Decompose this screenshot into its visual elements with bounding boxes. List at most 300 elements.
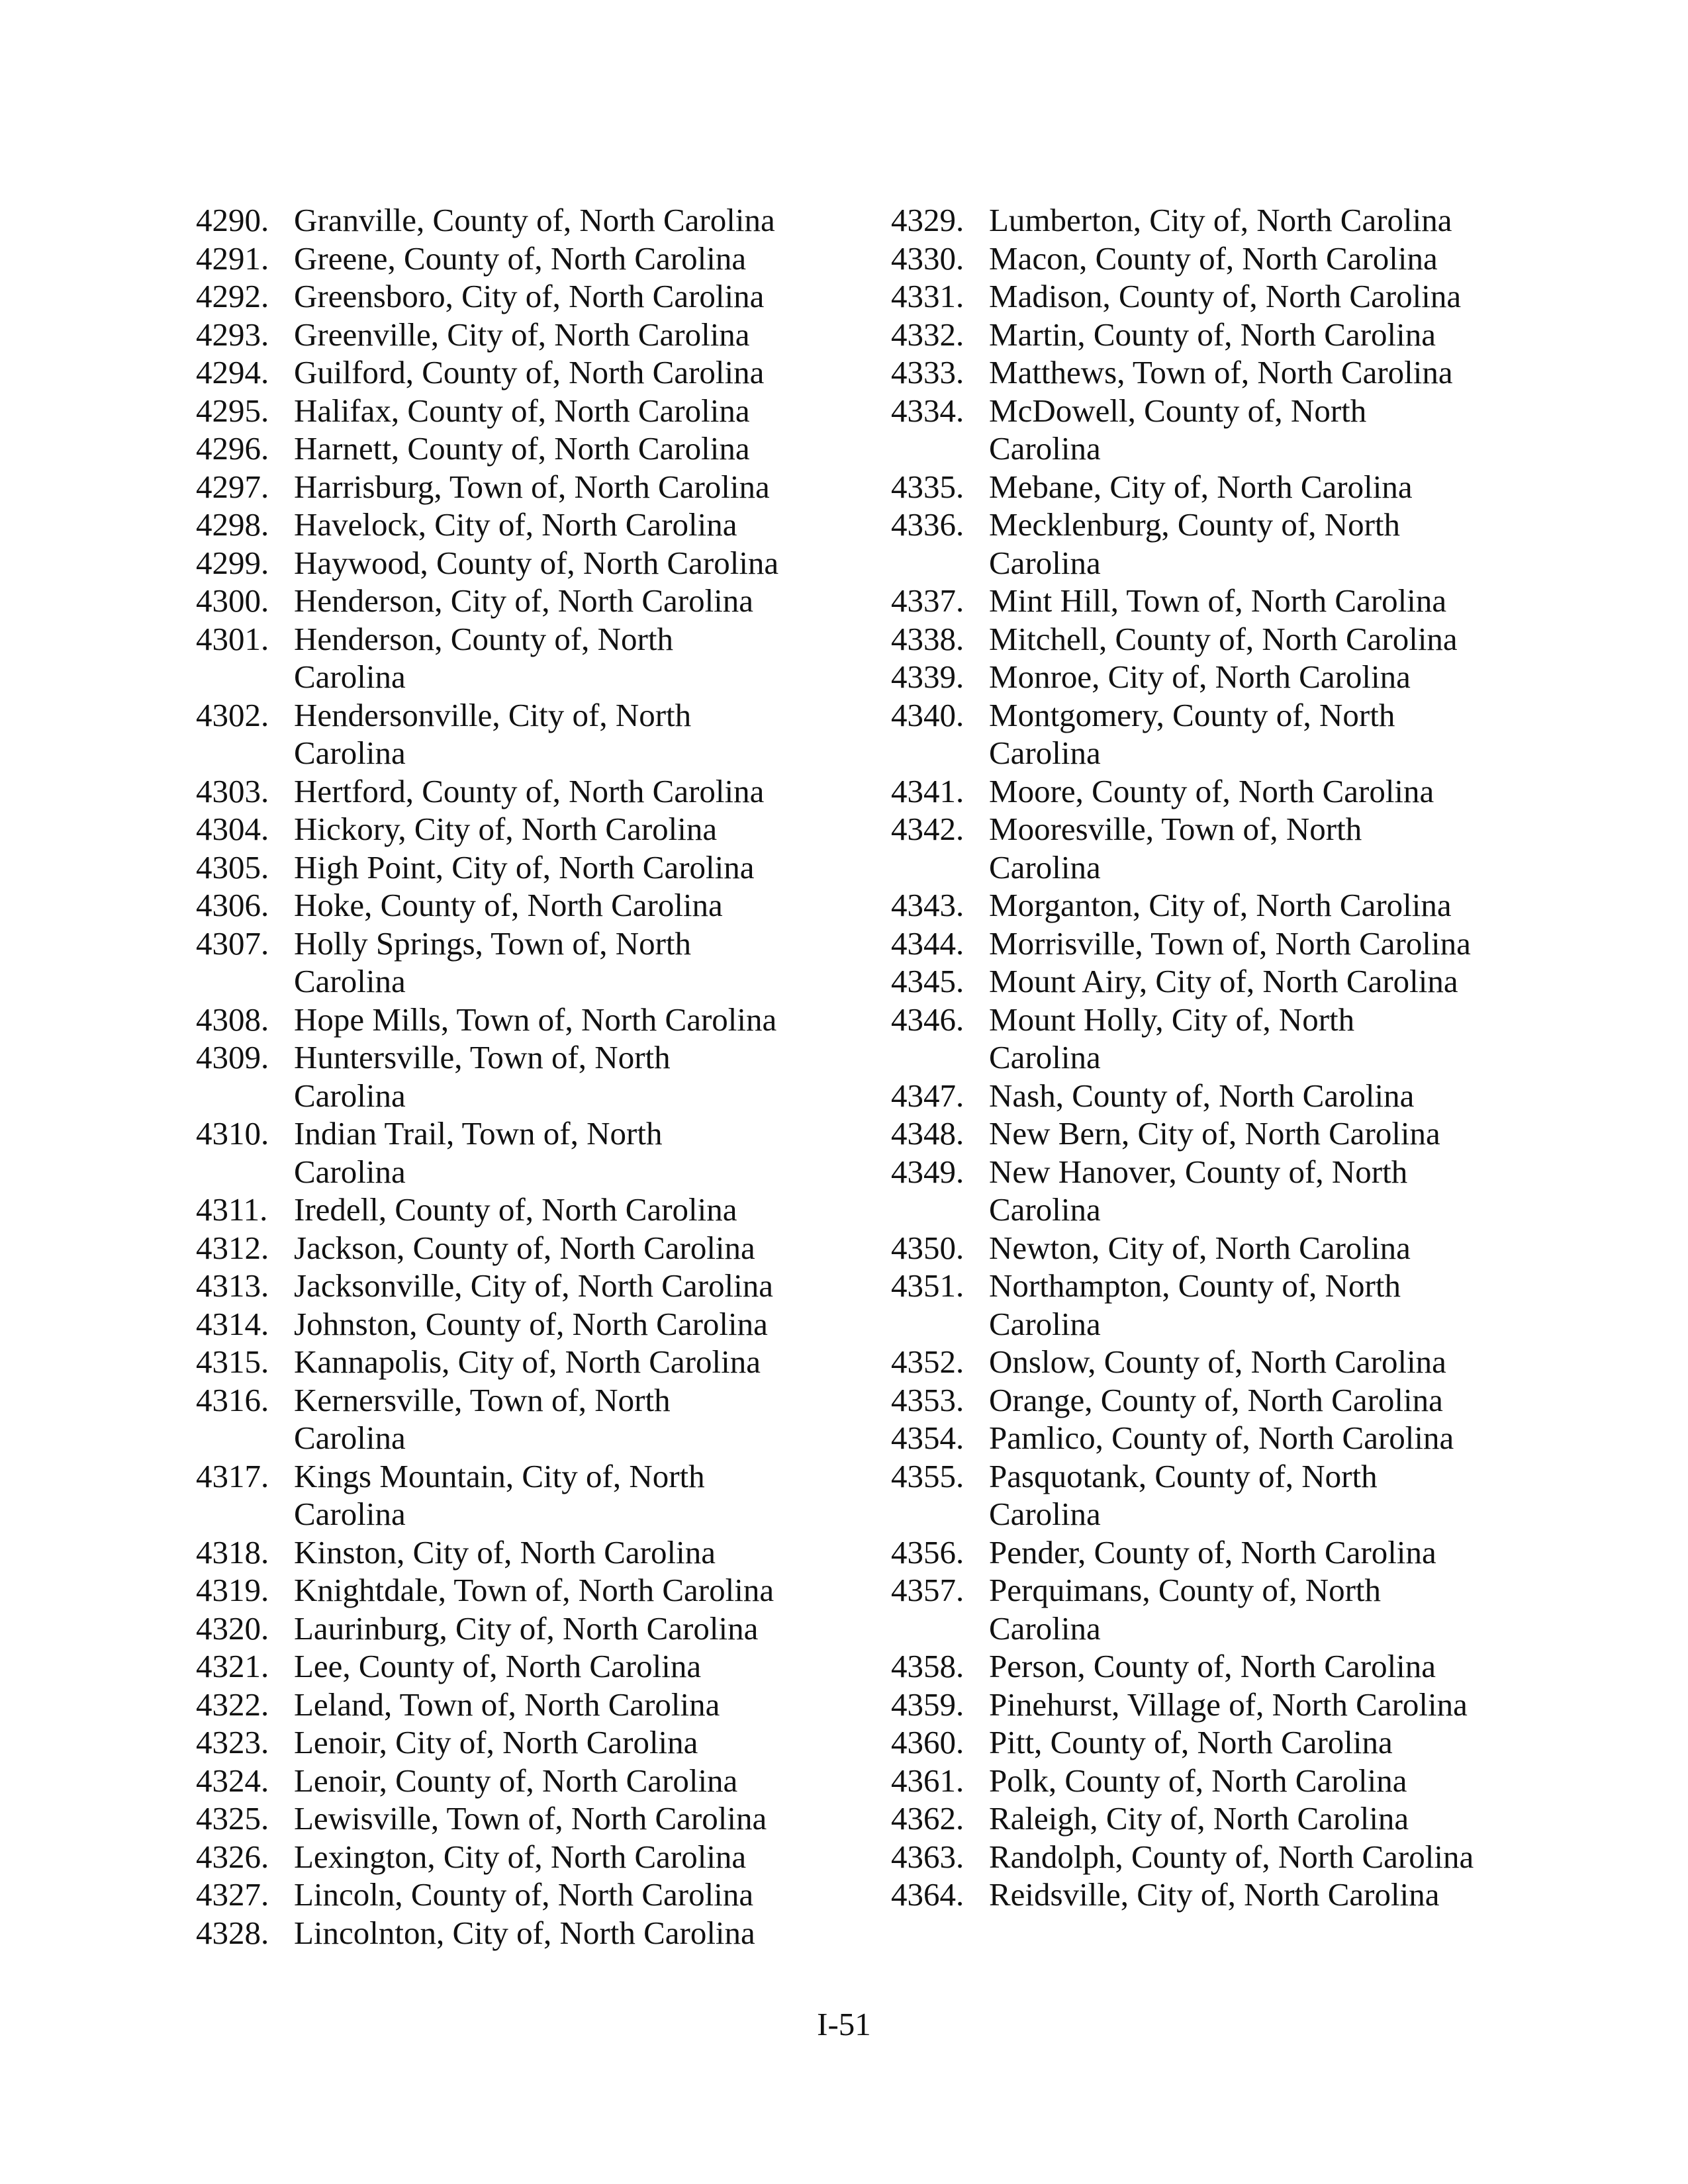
list-item-number: 4296.: [196, 430, 269, 467]
list-item: [196, 1799, 891, 1838]
list-item-name-line: Kannapolis, City of, North Carolina: [294, 1343, 761, 1380]
list-item-number: 4328.: [196, 1914, 269, 1951]
list-item: [196, 468, 891, 506]
list-item-name-line: Pinehurst, Village of, North Carolina: [989, 1686, 1468, 1723]
list-item-number: 4324.: [196, 1762, 269, 1799]
list-item-name-line: Carolina: [989, 848, 1101, 886]
list-item-name: [294, 1762, 823, 1800]
list-item-name: [294, 1838, 823, 1876]
list-item: [196, 1762, 891, 1800]
list-item: [196, 696, 891, 772]
list-item-name: [989, 1876, 1505, 1914]
list-item-number: 4345.: [891, 963, 964, 999]
list-item: [891, 1799, 1526, 1838]
list-item-number: 4303.: [196, 772, 269, 809]
list-item-name-line: Nash, County of, North Carolina: [989, 1077, 1415, 1114]
list-item-number: 4353.: [891, 1381, 964, 1418]
list-item: [196, 1267, 891, 1305]
list-item: [891, 1762, 1526, 1800]
list-item-name-line: Person, County of, North Carolina: [989, 1648, 1436, 1684]
list-item-name-line: Carolina: [989, 1496, 1101, 1532]
list-item: [891, 620, 1526, 659]
list-item-name: [294, 1647, 823, 1686]
list-item: [891, 1419, 1526, 1457]
list-item: [891, 772, 1526, 811]
list-item-name-line: Polk, County of, North Carolina: [989, 1762, 1407, 1799]
list-item-number: 4292.: [196, 278, 269, 314]
list-item: [891, 1077, 1526, 1115]
list-item-name-line: Carolina: [989, 735, 1101, 771]
list-item-name: [294, 392, 823, 430]
list-item-number: 4290.: [196, 202, 269, 238]
list-item: [196, 1229, 891, 1267]
list-item: [196, 925, 891, 1001]
list-item-name-line: Moore, County of, North Carolina: [989, 772, 1434, 809]
list-item: [196, 316, 891, 354]
list-item-name: [989, 1381, 1505, 1420]
list-item-number: 4314.: [196, 1305, 269, 1342]
list-item-name: [294, 1799, 823, 1838]
list-item-name: [989, 1686, 1505, 1724]
list-item-name-line: Lenoir, City of, North Carolina: [294, 1724, 698, 1760]
list-item-name-line: Perquimans, County of, North: [989, 1572, 1382, 1608]
list-item: [891, 886, 1526, 925]
list-item-number: 4323.: [196, 1724, 269, 1760]
list-item: [196, 1457, 891, 1533]
list-item-name-line: Lee, County of, North Carolina: [294, 1648, 702, 1684]
list-item-name-line: Mint Hill, Town of, North Carolina: [989, 582, 1447, 619]
list-item-name-line: Pender, County of, North Carolina: [989, 1533, 1436, 1570]
list-item-number: 4337.: [891, 582, 964, 619]
list-item-name-line: Carolina: [989, 1191, 1101, 1228]
list-item: [891, 1533, 1526, 1572]
list-item-number: 4302.: [196, 696, 269, 733]
list-item-name-line: Lenoir, County of, North Carolina: [294, 1762, 738, 1799]
list-item-number: 4343.: [891, 887, 964, 923]
list-item: [196, 772, 891, 811]
list-item-name-line: Monroe, City of, North Carolina: [989, 659, 1411, 695]
list-item-name-line: Madison, County of, North Carolina: [989, 278, 1462, 314]
list-item: [196, 1038, 891, 1115]
list-item-number: 4307.: [196, 925, 269, 962]
list-item-name-line: Hertford, County of, North Carolina: [294, 772, 765, 809]
list-item-name: [294, 277, 823, 316]
list-item-name-line: Jacksonville, City of, North Carolina: [294, 1267, 773, 1304]
list-item-name: [989, 1419, 1505, 1457]
list-item-number: 4348.: [891, 1115, 964, 1152]
list-item-name-line: Newton, City of, North Carolina: [989, 1229, 1411, 1266]
list-item-number: 4318.: [196, 1533, 269, 1570]
list-item-name-line: Montgomery, County of, North: [989, 696, 1395, 733]
list-item-name: [294, 582, 823, 620]
list-item: [891, 1381, 1526, 1420]
list-item-name: [294, 1001, 823, 1039]
list-item: [891, 1723, 1526, 1762]
list-item-name: [989, 1229, 1505, 1267]
list-item-name-line: Lumberton, City of, North Carolina: [989, 202, 1452, 238]
list-item-name-line: Mecklenburg, County of, North: [989, 506, 1401, 543]
list-item: [891, 201, 1526, 240]
list-item-name: [294, 430, 823, 468]
list-item-name-line: Carolina: [294, 1153, 406, 1190]
list-item-name: [989, 1533, 1505, 1572]
list-item-name: [989, 1762, 1505, 1800]
list-item-name-line: Carolina: [989, 544, 1101, 581]
list-item-number: 4319.: [196, 1572, 269, 1608]
list-item-number: 4321.: [196, 1648, 269, 1684]
list-item-number: 4308.: [196, 1001, 269, 1038]
list-item-name: [294, 1723, 823, 1762]
list-item-name-line: Carolina: [989, 1305, 1101, 1342]
list-item-number: 4306.: [196, 887, 269, 923]
list-item-name: [294, 1686, 823, 1724]
list-item-name: [989, 506, 1505, 582]
list-item: [196, 506, 891, 544]
list-item-number: 4305.: [196, 848, 269, 886]
list-item: [891, 1647, 1526, 1686]
list-item-name-line: Halifax, County of, North Carolina: [294, 392, 750, 429]
page-number: I-51: [817, 2006, 871, 2042]
list-item-number: 4354.: [891, 1420, 964, 1456]
list-item: [891, 962, 1526, 1001]
list-item: [196, 353, 891, 392]
list-item-name: [294, 1876, 823, 1914]
list-item-name-line: Carolina: [989, 1610, 1101, 1647]
list-item-number: 4363.: [891, 1838, 964, 1875]
list-item-name-line: Indian Trail, Town of, North: [294, 1115, 663, 1152]
list-item: [891, 1115, 1526, 1153]
list-item-name-line: Kings Mountain, City of, North: [294, 1457, 705, 1494]
list-item: [196, 1838, 891, 1876]
list-item-name-line: Lexington, City of, North Carolina: [294, 1838, 747, 1875]
list-item-name-line: Macon, County of, North Carolina: [989, 240, 1438, 277]
list-item-number: 4336.: [891, 506, 964, 543]
list-item-name: [989, 1343, 1505, 1381]
list-item-name-line: McDowell, County of, North: [989, 392, 1367, 429]
list-item-number: 4361.: [891, 1762, 964, 1799]
list-item: [196, 848, 891, 887]
list-item-name: [294, 1343, 823, 1381]
list-item-name: [989, 1267, 1505, 1343]
list-item-number: 4309.: [196, 1039, 269, 1075]
list-item-name-line: Kernersville, Town of, North: [294, 1381, 671, 1418]
list-item-number: 4322.: [196, 1686, 269, 1723]
list-item: [196, 1914, 891, 1952]
list-item-number: 4315.: [196, 1343, 269, 1380]
list-item-name-line: Mount Holly, City of, North: [989, 1001, 1355, 1038]
list-item-number: 4334.: [891, 392, 964, 429]
list-item: [891, 392, 1526, 468]
list-item-name-line: Mebane, City of, North Carolina: [989, 468, 1413, 505]
list-item: [891, 1838, 1526, 1876]
list-item-name-line: Granville, County of, North Carolina: [294, 202, 775, 238]
list-item: [196, 582, 891, 620]
list-item: [196, 1876, 891, 1914]
list-item: [891, 582, 1526, 620]
list-item-name-line: Harrisburg, Town of, North Carolina: [294, 468, 770, 505]
list-item-name: [294, 1191, 823, 1229]
list-item-number: 4349.: [891, 1153, 964, 1190]
list-item-number: 4293.: [196, 316, 269, 353]
list-item: [891, 696, 1526, 772]
list-item-name-line: Martin, County of, North Carolina: [989, 316, 1436, 353]
list-item-number: 4329.: [891, 202, 964, 238]
list-item-number: 4342.: [891, 811, 964, 847]
list-item: [891, 810, 1526, 886]
list-item: [891, 1229, 1526, 1267]
list-item-name-line: Kinston, City of, North Carolina: [294, 1533, 716, 1570]
list-item-name: [294, 544, 823, 582]
list-item-number: 4356.: [891, 1533, 964, 1570]
list-item: [891, 1343, 1526, 1381]
list-item-name: [294, 201, 823, 240]
list-item: [196, 1723, 891, 1762]
list-item-name-line: Carolina: [294, 963, 406, 999]
list-item: [891, 1457, 1526, 1533]
list-item-name: [294, 848, 823, 887]
list-item: [891, 468, 1526, 506]
list-item-name-line: Henderson, City of, North Carolina: [294, 582, 754, 619]
list-item-name-line: Hendersonville, City of, North: [294, 696, 692, 733]
list-item-name-line: High Point, City of, North Carolina: [294, 848, 755, 886]
list-item: [196, 1305, 891, 1343]
list-item-name: [989, 1838, 1505, 1876]
list-item-name-line: Mount Airy, City of, North Carolina: [989, 963, 1458, 999]
list-item-number: 4340.: [891, 696, 964, 733]
list-item: [196, 1115, 891, 1191]
list-item-number: 4304.: [196, 811, 269, 847]
list-item: [196, 392, 891, 430]
list-item-name: [989, 1457, 1505, 1533]
list-item: [196, 1191, 891, 1229]
list-item-name-line: Carolina: [989, 1039, 1101, 1075]
list-item-number: 4330.: [891, 240, 964, 277]
list-item-name: [989, 1115, 1505, 1153]
list-item-number: 4344.: [891, 925, 964, 962]
list-item-number: 4333.: [891, 354, 964, 390]
list-item: [196, 1571, 891, 1610]
list-item-name: [294, 696, 823, 772]
list-item-name-line: Johnston, County of, North Carolina: [294, 1305, 768, 1342]
list-item: [196, 1001, 891, 1039]
list-item-name: [294, 353, 823, 392]
list-item-name-line: Lewisville, Town of, North Carolina: [294, 1800, 767, 1837]
list-item-number: 4300.: [196, 582, 269, 619]
list-item-name: [989, 353, 1505, 392]
list-item-name-line: Huntersville, Town of, North: [294, 1039, 671, 1075]
list-item-number: 4325.: [196, 1800, 269, 1837]
list-item-name-line: Jackson, County of, North Carolina: [294, 1229, 755, 1266]
list-item-name-line: Iredell, County of, North Carolina: [294, 1191, 737, 1228]
list-item-number: 4364.: [891, 1876, 964, 1913]
list-item-name: [989, 1799, 1505, 1838]
list-item-name-line: Mitchell, County of, North Carolina: [989, 620, 1458, 657]
list-item-name-line: Guilford, County of, North Carolina: [294, 354, 765, 390]
list-item-number: 4317.: [196, 1457, 269, 1494]
list-item: [196, 810, 891, 848]
list-item-name-line: Mooresville, Town of, North: [989, 811, 1362, 847]
list-item-name: [989, 1647, 1505, 1686]
list-item-name-line: Pamlico, County of, North Carolina: [989, 1420, 1454, 1456]
list-item-name: [294, 1533, 823, 1572]
list-item-name-line: Pitt, County of, North Carolina: [989, 1724, 1393, 1760]
list-item-number: 4359.: [891, 1686, 964, 1723]
list-item: [891, 353, 1526, 392]
list-item-name: [294, 925, 823, 1001]
list-item: [196, 430, 891, 468]
list-item-number: 4331.: [891, 278, 964, 314]
list-item-number: 4346.: [891, 1001, 964, 1038]
list-item: [196, 1610, 891, 1648]
list-item-number: 4338.: [891, 620, 964, 657]
list-item-name-line: Pasquotank, County of, North: [989, 1457, 1378, 1494]
list-item-name-line: Reidsville, City of, North Carolina: [989, 1876, 1440, 1913]
list-item-number: 4355.: [891, 1457, 964, 1494]
list-item: [891, 1267, 1526, 1343]
list-item-name: [989, 1571, 1505, 1647]
list-item-name: [989, 772, 1505, 811]
list-item-number: 4313.: [196, 1267, 269, 1304]
list-item: [891, 506, 1526, 582]
list-item-name: [294, 810, 823, 848]
list-item: [196, 1647, 891, 1686]
list-item-number: 4310.: [196, 1115, 269, 1152]
list-item: [196, 201, 891, 240]
list-item-number: 4326.: [196, 1838, 269, 1875]
list-item-number: 4291.: [196, 240, 269, 277]
list-item: [891, 925, 1526, 963]
list-item-name-line: Greensboro, City of, North Carolina: [294, 278, 765, 314]
list-item: [891, 277, 1526, 316]
list-item-name-line: Holly Springs, Town of, North: [294, 925, 692, 962]
list-item-name-line: Havelock, City of, North Carolina: [294, 506, 737, 543]
list-item-number: 4316.: [196, 1381, 269, 1418]
list-item-name: [294, 1610, 823, 1648]
list-item: [196, 620, 891, 696]
list-item-name-line: Hope Mills, Town of, North Carolina: [294, 1001, 777, 1038]
list-item: [891, 658, 1526, 696]
list-item-name: [989, 810, 1505, 886]
list-item-name-line: Lincoln, County of, North Carolina: [294, 1876, 754, 1913]
list-item-name: [989, 1723, 1505, 1762]
list-item-number: 4335.: [891, 468, 964, 505]
list-item-name: [989, 1001, 1505, 1077]
list-item-name: [294, 316, 823, 354]
list-item-name-line: Carolina: [294, 659, 406, 695]
list-item: [196, 1343, 891, 1381]
list-item-number: 4350.: [891, 1229, 964, 1266]
list-item-name-line: New Bern, City of, North Carolina: [989, 1115, 1440, 1152]
list-item-name: [294, 506, 823, 544]
list-item-number: 4362.: [891, 1800, 964, 1837]
list-item-name: [294, 772, 823, 811]
list-item: [891, 240, 1526, 278]
list-item-name-line: Randolph, County of, North Carolina: [989, 1838, 1474, 1875]
list-item-name: [294, 886, 823, 925]
list-item-name: [989, 240, 1505, 278]
list-item-name-line: Matthews, Town of, North Carolina: [989, 354, 1453, 390]
list-item-name: [989, 316, 1505, 354]
list-item-name-line: Harnett, County of, North Carolina: [294, 430, 750, 467]
list-item-name-line: Hoke, County of, North Carolina: [294, 887, 723, 923]
list-item-number: 4360.: [891, 1724, 964, 1760]
list-item-name: [989, 1077, 1505, 1115]
list-item-name-line: Lincolnton, City of, North Carolina: [294, 1914, 755, 1951]
list-item: [891, 1001, 1526, 1077]
list-item-number: 4339.: [891, 659, 964, 695]
list-item-number: 4332.: [891, 316, 964, 353]
list-item-name-line: Carolina: [294, 735, 406, 771]
list-item-name-line: Morrisville, Town of, North Carolina: [989, 925, 1471, 962]
left-column-list: [196, 201, 891, 1952]
list-item-name: [989, 658, 1505, 696]
list-item-name: [294, 620, 823, 696]
list-item-number: 4299.: [196, 544, 269, 581]
list-item-name-line: Carolina: [294, 1077, 406, 1114]
list-item-number: 4295.: [196, 392, 269, 429]
list-item-name: [989, 468, 1505, 506]
list-item-name-line: Leland, Town of, North Carolina: [294, 1686, 720, 1723]
list-item: [196, 1533, 891, 1572]
list-item-name: [989, 1153, 1505, 1229]
list-item-name-line: Onslow, County of, North Carolina: [989, 1343, 1446, 1380]
list-item-name-line: Northampton, County of, North: [989, 1267, 1401, 1304]
list-item-number: 4341.: [891, 772, 964, 809]
list-item-name: [989, 962, 1505, 1001]
list-item: [891, 1876, 1526, 1914]
list-item-name: [294, 468, 823, 506]
list-item-name: [294, 1914, 823, 1952]
list-item-name-line: Morganton, City of, North Carolina: [989, 887, 1452, 923]
list-item-number: 4311.: [196, 1191, 268, 1228]
right-column-list: [891, 201, 1526, 1914]
list-item-name: [989, 277, 1505, 316]
list-item-name-line: Carolina: [294, 1496, 406, 1532]
list-item-name-line: Greenville, City of, North Carolina: [294, 316, 750, 353]
list-item-name-line: Laurinburg, City of, North Carolina: [294, 1610, 759, 1647]
list-item-name: [294, 240, 823, 278]
list-item-name: [294, 1267, 823, 1305]
list-item-name: [989, 696, 1505, 772]
list-item: [196, 277, 891, 316]
list-item-name: [294, 1229, 823, 1267]
list-item-name-line: New Hanover, County of, North: [989, 1153, 1408, 1190]
list-item: [196, 544, 891, 582]
list-item: [891, 316, 1526, 354]
list-item-name: [294, 1457, 823, 1533]
list-item-name: [294, 1571, 823, 1610]
list-item-number: 4347.: [891, 1077, 964, 1114]
list-item: [196, 240, 891, 278]
list-item-number: 4357.: [891, 1572, 964, 1608]
list-item-name-line: Orange, County of, North Carolina: [989, 1381, 1443, 1418]
list-item-number: 4327.: [196, 1876, 269, 1913]
list-item-number: 4320.: [196, 1610, 269, 1647]
list-item: [891, 1153, 1526, 1229]
list-item-number: 4298.: [196, 506, 269, 543]
list-item: [196, 886, 891, 925]
list-item-name-line: Greene, County of, North Carolina: [294, 240, 747, 277]
list-item-name: [989, 620, 1505, 659]
list-item-name: [989, 925, 1505, 963]
list-item-name-line: Knightdale, Town of, North Carolina: [294, 1572, 774, 1608]
list-item-number: 4301.: [196, 620, 269, 657]
list-item-name-line: Hickory, City of, North Carolina: [294, 811, 718, 847]
list-item-name: [989, 886, 1505, 925]
list-item-name: [294, 1305, 823, 1343]
list-item-name: [294, 1115, 823, 1191]
list-item-number: 4312.: [196, 1229, 269, 1266]
